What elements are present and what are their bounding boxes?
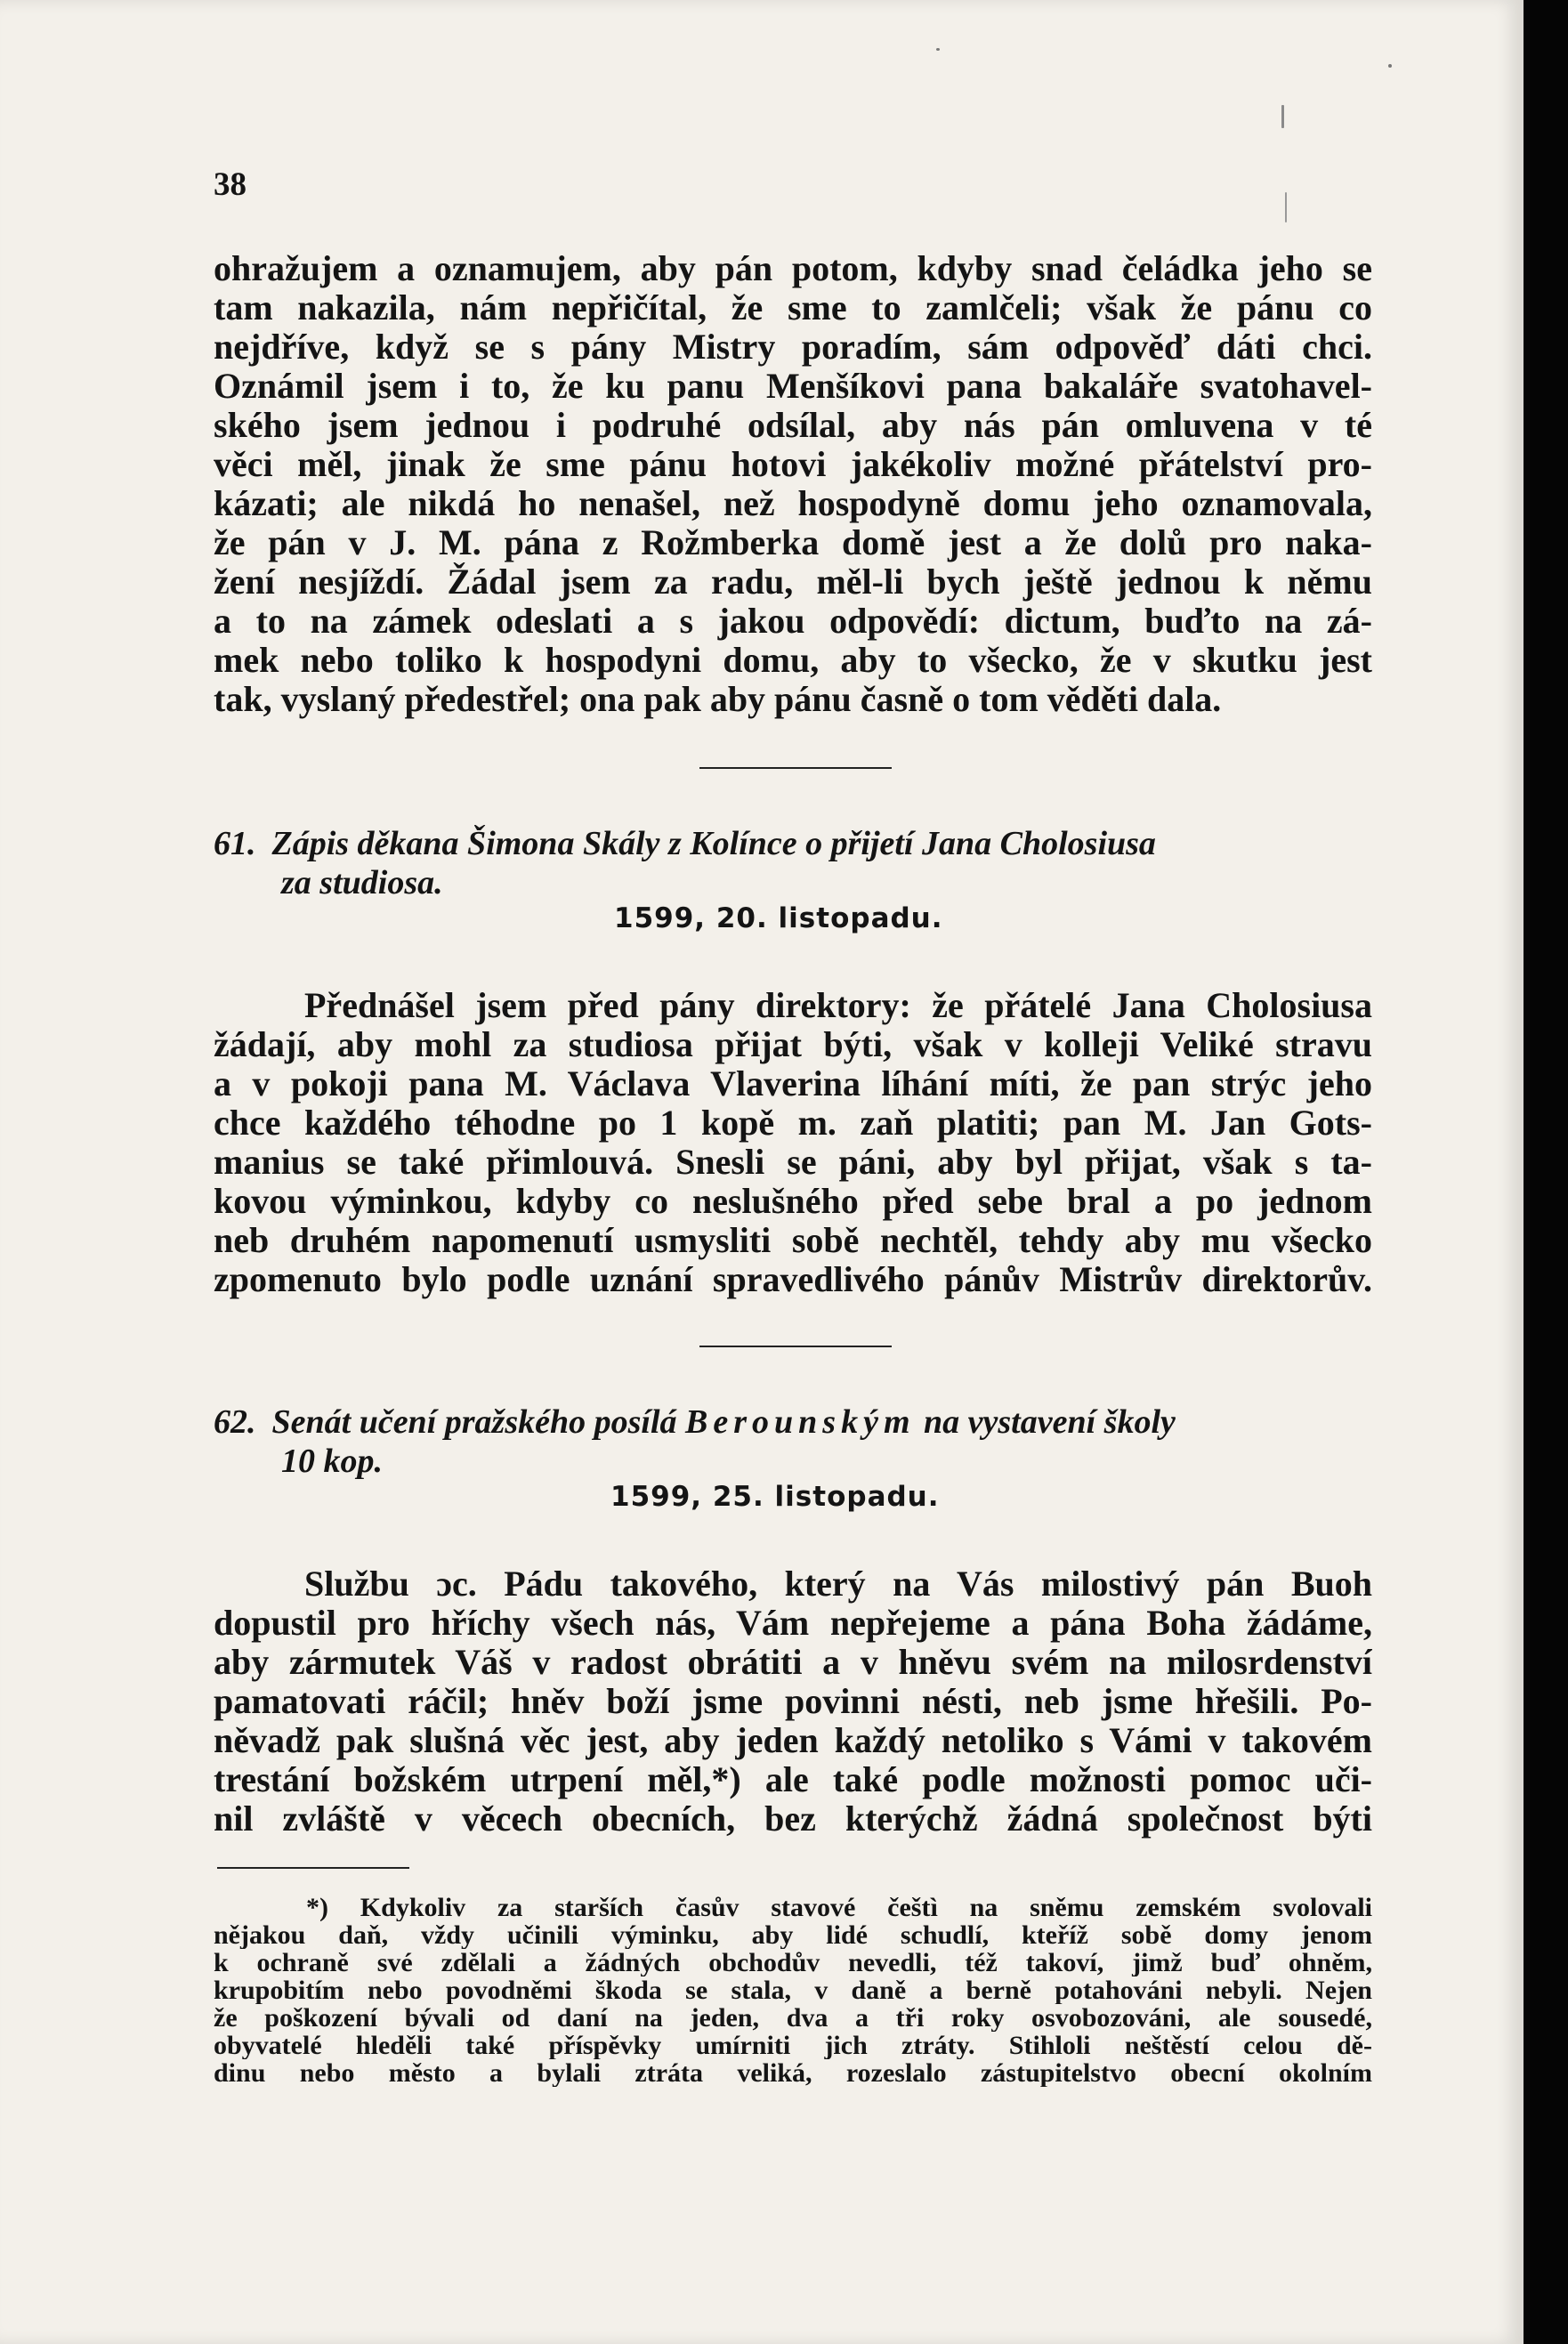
section-title-cont: 10 kop.: [281, 1443, 383, 1480]
section-number: 62.: [214, 1403, 256, 1441]
page-number: 38: [214, 166, 247, 203]
text-line: věci měl, jinak že sme pánu hotovi jakékoliv možné přátelství pro-: [214, 445, 1372, 484]
text-line: a to na zámek odeslati a s jakou odpovědí: dictum, buďto na zá-: [214, 602, 1372, 641]
text-line: nejdříve, když se s pány Mistry poradím, sám odpověď dáti chci.: [214, 327, 1372, 367]
text-line: tak, vyslaný předestřel; ona pak aby pánu časně o tom věděti dala.: [214, 680, 1222, 719]
text-line: neb druhém napomenutí usmysliti sobě nechtěl, tehdy aby mu všecko: [214, 1221, 1372, 1260]
footnote-line: k ochraně své zdělali a žádných obchodův nevedli, též takoví, jimž buď ohněm,: [214, 1949, 1372, 1976]
section-number: 61.: [214, 825, 256, 862]
text-line: aby zármutek Váš v radost obrátiti a v hněvu svém na milosrdenství: [214, 1643, 1372, 1682]
text-line: ohražujem a oznamujem, aby pán potom, kdyby snad čeládka jeho se: [214, 249, 1372, 288]
footnote-line: že poškození bývali od daní na jeden, dva a tři roky osvobozováni, ale sousedé,: [214, 2004, 1372, 2032]
text-line: Službu ɔc. Pádu takového, který na Vás milostivý pán Buoh: [304, 1564, 1372, 1604]
text-line: trestání božském utrpení měl,*) ale také podle možnosti pomoc uči-: [214, 1760, 1372, 1799]
section-divider: [699, 1346, 892, 1347]
text-line: nil zvláště v věcech obecních, bez kterýchž žádná společnost býti: [214, 1799, 1372, 1839]
text-line: žení nesjíždí. Žádal jsem za radu, měl-li bych ještě jednou k němu: [214, 562, 1372, 602]
footnote-line: obyvatelé hleděli také příspěvky umírniti jich ztráty. Stihloli neštěstí celou dě-: [214, 2032, 1372, 2059]
footnote-line: nějakou daň, vždy učinili výminku, aby lidé schudlí, kteříž sobě domy jenom: [214, 1921, 1372, 1949]
section-61-date: 1599, 20. listopadu.: [614, 902, 943, 934]
text-line: manius se také přimlouvá. Snesli se páni, aby byl přijat, však s ta-: [214, 1143, 1372, 1182]
section-divider: [699, 767, 892, 769]
text-line: a v pokoji pana M. Václava Vlaverina líhání míti, že pan strýc jeho: [214, 1064, 1372, 1103]
section-62-body: [214, 1564, 1372, 1839]
paragraph-1: [214, 249, 1372, 719]
text-line: zpomenuto bylo podle uznání spravedlivého pánův Mistrův direktorův.: [214, 1260, 1372, 1299]
text-line: žádají, aby mohl za studiosa přijat býti, však v kolleji Veliké stravu: [214, 1025, 1372, 1064]
text-line: mek nebo toliko k hospodyni domu, aby to všecko, že v skutku jest: [214, 641, 1372, 680]
section-title-part: Senát učení pražského posílá: [271, 1403, 677, 1441]
text-line: kázati; ale nikdá ho nenašel, než hospodyně domu jeho oznamovala,: [214, 484, 1372, 523]
section-62-heading: [214, 1402, 1372, 1481]
text-line: dopustil pro hříchy všech nás, Vám nepřejeme a pána Boha žádáme,: [214, 1604, 1372, 1643]
footnote-line: krupobitím nebo povodněmi škoda se stala, v daně a berně potahováni nebyli. Nejen: [214, 1976, 1372, 2004]
scan-speck: [1388, 64, 1392, 68]
section-title-spaced: Berounským: [685, 1403, 916, 1441]
section-61-heading: [214, 824, 1372, 902]
footnote: [214, 1894, 1372, 2087]
text-line: tam nakazila, nám nepřičítal, že sme to zamlčeli; však že pánu co: [214, 288, 1372, 327]
scan-speck: [1285, 192, 1287, 222]
scan-speck: [1281, 105, 1284, 128]
section-title-part: na vystavení školy: [924, 1403, 1176, 1441]
section-62-date: 1599, 25. listopadu.: [610, 1481, 940, 1513]
section-title-cont: za studiosa.: [281, 864, 443, 901]
footnote-divider: [217, 1867, 409, 1869]
scan-border: [1524, 0, 1568, 2344]
text-line: ského jsem jednou i podruhé odsílal, aby nás pán omluvena v té: [214, 406, 1372, 445]
footnote-line: *) Kdykoliv za starších časův stavové češtì na sněmu zemském svolovali: [306, 1894, 1372, 1921]
text-line: pamatovati ráčil; hněv boží jsme povinni nésti, neb jsme hřešili. Po-: [214, 1682, 1372, 1721]
text-line: Přednášel jsem před pány direktory: že přátelé Jana Cholosiusa: [304, 986, 1372, 1025]
footnote-line: dinu nebo město a bylali ztráta veliká, rozeslalo zástupitelstvo obecní okolním: [214, 2059, 1372, 2087]
text-line: Oznámil jsem i to, že ku panu Menšíkovi pana bakaláře svatohavel-: [214, 367, 1372, 406]
section-title: Zápis děkana Šimona Skály z Kolínce o přijetí Jana Cholosiusa: [271, 825, 1156, 862]
text-line: že pán v J. M. pána z Rožmberka domě jest a že dolů pro naka-: [214, 523, 1372, 562]
section-61-body: [214, 986, 1372, 1299]
text-line: chce každého téhodne po 1 kopě m. zaň platiti; pan M. Jan Gots-: [214, 1103, 1372, 1143]
scan-speck: [936, 48, 940, 51]
text-line: kovou výminkou, kdyby co neslušného před sebe bral a po jednom: [214, 1182, 1372, 1221]
text-line: něvadž pak slušná věc jest, aby jeden každý netoliko s Vámi v takovém: [214, 1721, 1372, 1760]
